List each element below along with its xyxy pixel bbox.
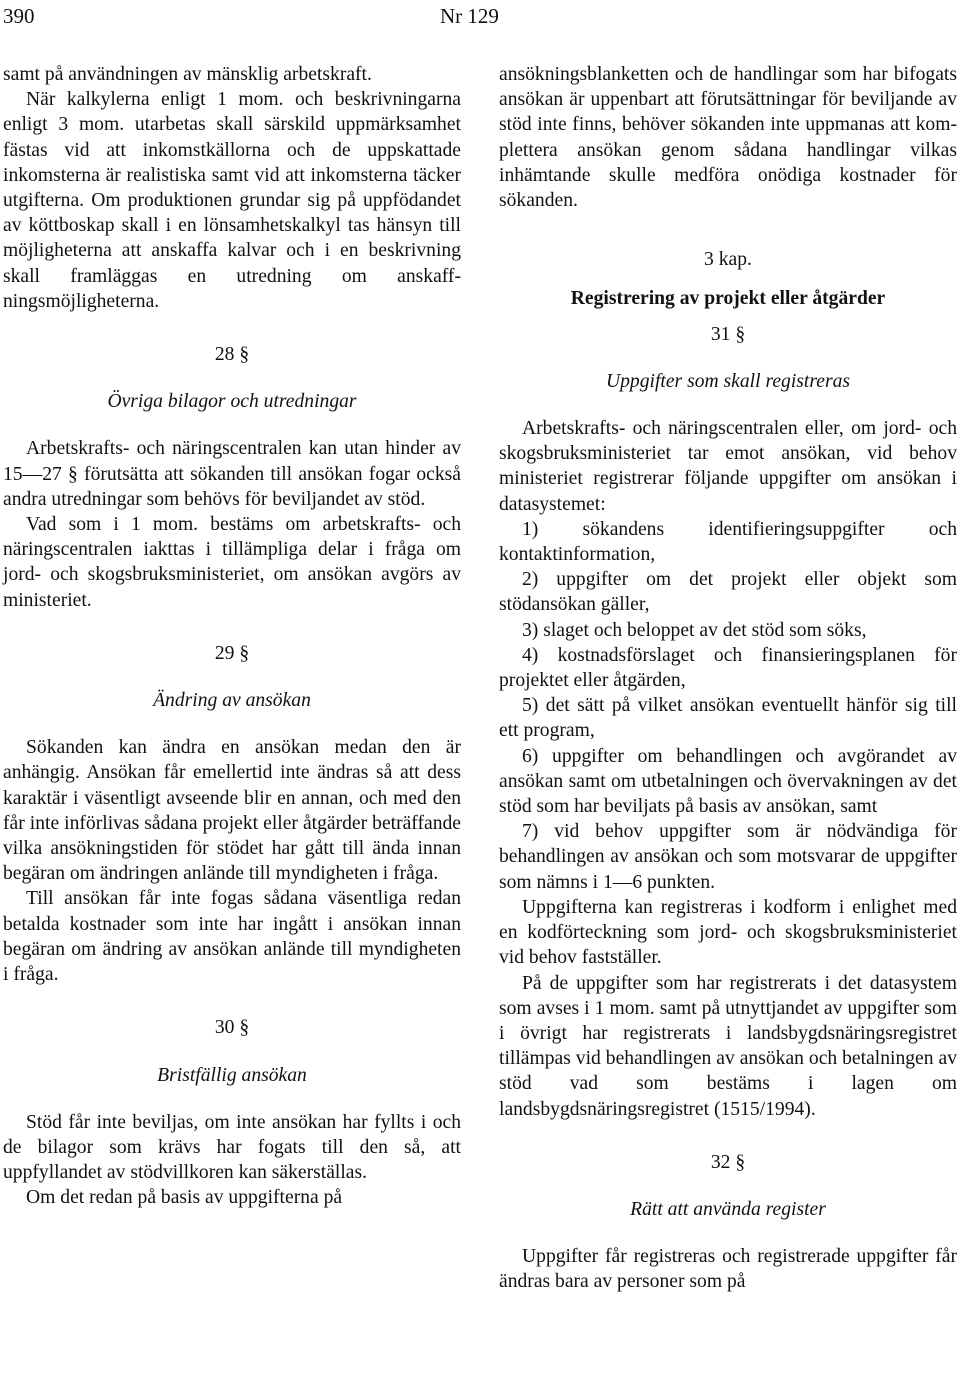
list-item: 4) kostnadsförslaget och finansieringsplanen för projektet eller åtgärden, — [499, 644, 957, 692]
issue-number: Nr 129 — [440, 4, 499, 28]
paragraph: På de uppgifter som har registrerats i det datasystem som avses i 1 mom. samt på utnyttjandet av uppgifter som i övrigt har registrerats i landsbygdsnäringsregistret tillämpas vid behandlingen av ansökan och betalningen av stöd vad som bestäms i lagen om landsbygdsnäringsregistret (1515/1994). — [499, 972, 957, 1120]
list-item: 7) vid behov uppgifter som är nödvändiga för behandlingen av ansökan och som motsvarar de uppgifter som nämns i 1—6 punkten. — [499, 821, 957, 893]
page-number: 390 — [3, 4, 35, 28]
section-title-29: Ändring av ansökan — [153, 690, 311, 712]
section-title-32: Rätt att använda register — [630, 1198, 826, 1220]
left-column — [3, 62, 461, 1211]
section-number-29: 29 § — [214, 642, 250, 664]
section-title-31: Uppgifter som skall registreras — [605, 370, 850, 392]
paragraph: Stöd får inte beviljas, om inte ansökan har fyllts i och de bilagor som krävs har fogats till den så, att uppfyllandet av stödvillkoren kan säkerställas. — [3, 1111, 461, 1184]
paragraph: Arbetskrafts- och näringscentralen eller, om jord- och skogsbruksministeriet tar emot ansökan, vid behov ministeriet registrerar följande uppgifter om ansökan i datasystemet: — [499, 418, 957, 515]
page-header — [0, 2, 960, 32]
list-item: 5) det sätt på vilket ansökan eventuellt hänför sig till ett program, — [499, 695, 957, 742]
list-item: 2) uppgifter om det projekt eller objekt som stödansökan gäller, — [499, 569, 957, 616]
section-number-31: 31 § — [710, 323, 746, 345]
chapter-number: 3 kap. — [704, 249, 752, 271]
right-column — [499, 62, 957, 1295]
paragraph: ansökningsblanketten och de handlingar som har bifogats ansökan är uppenbart att förutsättningar för beviljande av stöd inte finns, behöver sökanden inte uppmanas att komplettera ansökan genom sådana handlingar vilkas inhämtande skulle medföra onödiga kostnader för sökanden. — [499, 64, 957, 212]
paragraph: Sökanden kan ändra en ansökan medan den är anhängig. Ansökan får emellertid inte ändras så att dess karaktär i väsentligt avseende blir en annan, och med den får inte införlivas sådana projekt eller åtgärder beträffande vilka ansökningstiden för stödet har gått till ända innan begäran om ändringen anlände till myndigheten i fråga. — [3, 737, 461, 885]
section-title-30: Bristfällig ansökan — [157, 1064, 307, 1086]
paragraph: Vad som i 1 mom. bestäms om arbetskrafts- och näringscentralen iakttas i tillämpliga delar i fråga om jord- och skogsbruksministeriet, om ansökan avgörs av ministeriet. — [3, 514, 461, 611]
list-item: 6) uppgifter om behandlingen och avgörandet av ansökan samt om utbetalningen och övervakningen av det stöd som har beviljats på basis av ansökan, samt — [499, 745, 957, 818]
list-item: 3) slaget och beloppet av det stöd som söks, — [522, 619, 867, 641]
paragraph: Till ansökan får inte fogas sådana väsentliga redan betalda kostnader som inte har ingått i ansökan innan begäran om ändring av ansökan anlände till myndigheten i fråga. — [3, 888, 461, 986]
section-number-32: 32 § — [710, 1151, 746, 1173]
chapter-title: Registrering av projekt eller åtgärder — [570, 288, 886, 310]
section-number-28: 28 § — [214, 344, 250, 366]
paragraph: Om det redan på basis av uppgifterna på — [26, 1187, 343, 1209]
paragraph: När kalkylerna enligt 1 mom. och beskrivningarna enligt 3 mom. utarbetas skall särskild uppmärksamhet fästas vid att inkomstkällorna och de uppskattade inkomsterna är realistiska samt vid att inkomsterna täcker utgifterna. Om produktionen grundar sig på uppfödandet av köttboskap skall i en lönsamhetskalkyl tas hänsyn till möjligheterna att anskaffa kalvar och i en beskrivning skall framläggas en utredning om anskaffningsmöjligheterna. — [3, 89, 461, 312]
section-title-28: Övriga bilagor och utredningar — [107, 391, 357, 413]
paragraph: Arbetskrafts- och näringscentralen kan utan hinder av 15—27 § förutsätta att sökanden till ansökan fogar också andra utredningar som behövs för beviljandet av stöd. — [3, 438, 461, 510]
section-number-30: 30 § — [214, 1017, 250, 1039]
paragraph: samt på användningen av mänsklig arbetskraft. — [3, 64, 372, 85]
paragraph: Uppgifterna kan registreras i kodform i enlighet med en kodförteckning som jord- och skogsbruksministeriet vid behov fastställer. — [499, 896, 957, 969]
paragraph: Uppgifter får registreras och registrerade uppgifter får ändras bara av personer som på — [499, 1246, 957, 1293]
list-item: 1) sökandens identifieringsuppgifter och kontaktinformation, — [499, 518, 957, 566]
